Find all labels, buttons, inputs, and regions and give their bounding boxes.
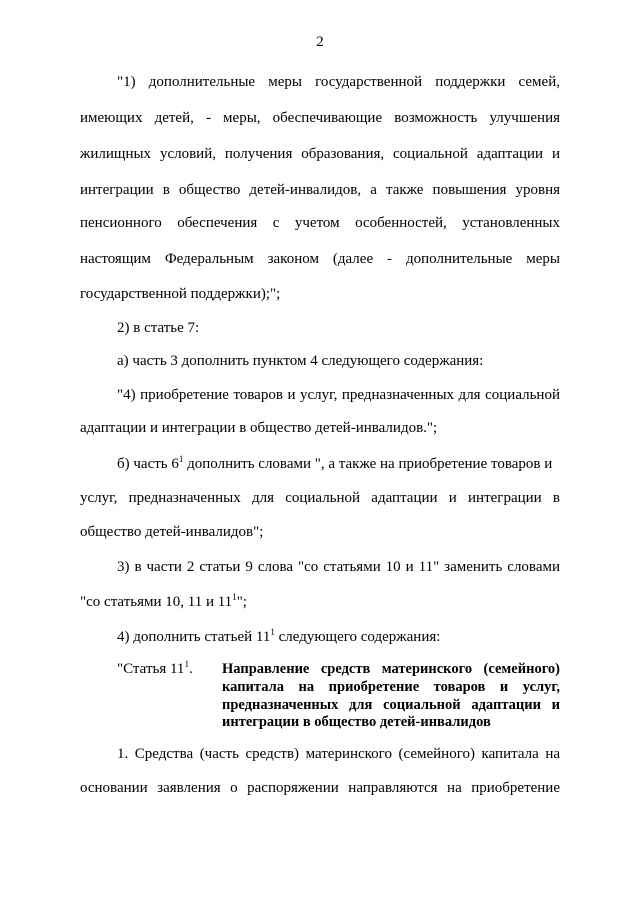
text-run: "со статьями 10, 11 и 11 — [80, 594, 233, 610]
text-run: следующего содержания: — [274, 629, 441, 645]
text-run: б) часть 6 — [117, 456, 179, 472]
text-line: пенсионного обеспечения с учетом особенностей, установленных — [80, 215, 560, 231]
text-line: 3) в части 2 статьи 9 слова "со статьями 10 и 11" заменить словами — [117, 559, 560, 575]
text-line: интеграции в общество детей-инвалидов, а также повышения уровня — [80, 182, 560, 198]
text-line: а) часть 3 дополнить пунктом 4 следующего содержания: — [117, 353, 484, 369]
text-line: жилищных условий, получения образования, социальной адаптации и — [80, 146, 560, 162]
text-line: 1. Средства (часть средств) материнского (семейного) капитала на — [117, 746, 560, 762]
text-line: настоящим Федеральным законом (далее - дополнительные меры — [80, 251, 560, 267]
text-run: 4) дополнить статьей 11 — [117, 629, 271, 645]
superscript: 1 — [184, 659, 189, 669]
text-line — [80, 593, 560, 611]
text-line: основании заявления о распоряжении направляются на приобретение — [80, 780, 560, 796]
text-line: государственной поддержки);"; — [80, 286, 281, 302]
text-run: "; — [236, 594, 247, 610]
superscript: 1 — [270, 627, 275, 637]
text-line — [117, 628, 560, 646]
text-line — [117, 455, 560, 473]
text-line: "1) дополнительные меры государственной поддержки семей, — [117, 74, 560, 90]
article-title-line: интеграции в общество детей-инвалидов — [222, 714, 491, 730]
superscript: 1 — [232, 592, 237, 602]
text-line: "4) приобретение товаров и услуг, предназначенных для социальной — [117, 387, 560, 403]
text-run: дополнить словами ", а также на приобретение товаров и — [183, 456, 553, 472]
text-line: 2) в статье 7: — [117, 320, 200, 336]
article-label — [117, 660, 193, 678]
text-line: услуг, предназначенных для социальной адаптации и интеграции в — [80, 490, 560, 506]
page-number: 2 — [316, 34, 324, 50]
text-line: адаптации и интеграции в общество детей-инвалидов."; — [80, 420, 438, 436]
text-run: "Статья 11 — [117, 661, 185, 677]
article-title-line: предназначенных для социальной адаптации и — [222, 697, 560, 713]
superscript: 1 — [178, 454, 184, 464]
article-title-line: Направление средств материнского (семейного) — [222, 661, 560, 677]
text-line: общество детей-инвалидов"; — [80, 524, 264, 540]
article-title-line: капитала на приобретение товаров и услуг, — [222, 679, 560, 695]
text-run: . — [188, 661, 193, 677]
text-line: имеющих детей, - меры, обеспечивающие возможность улучшения — [80, 110, 560, 126]
